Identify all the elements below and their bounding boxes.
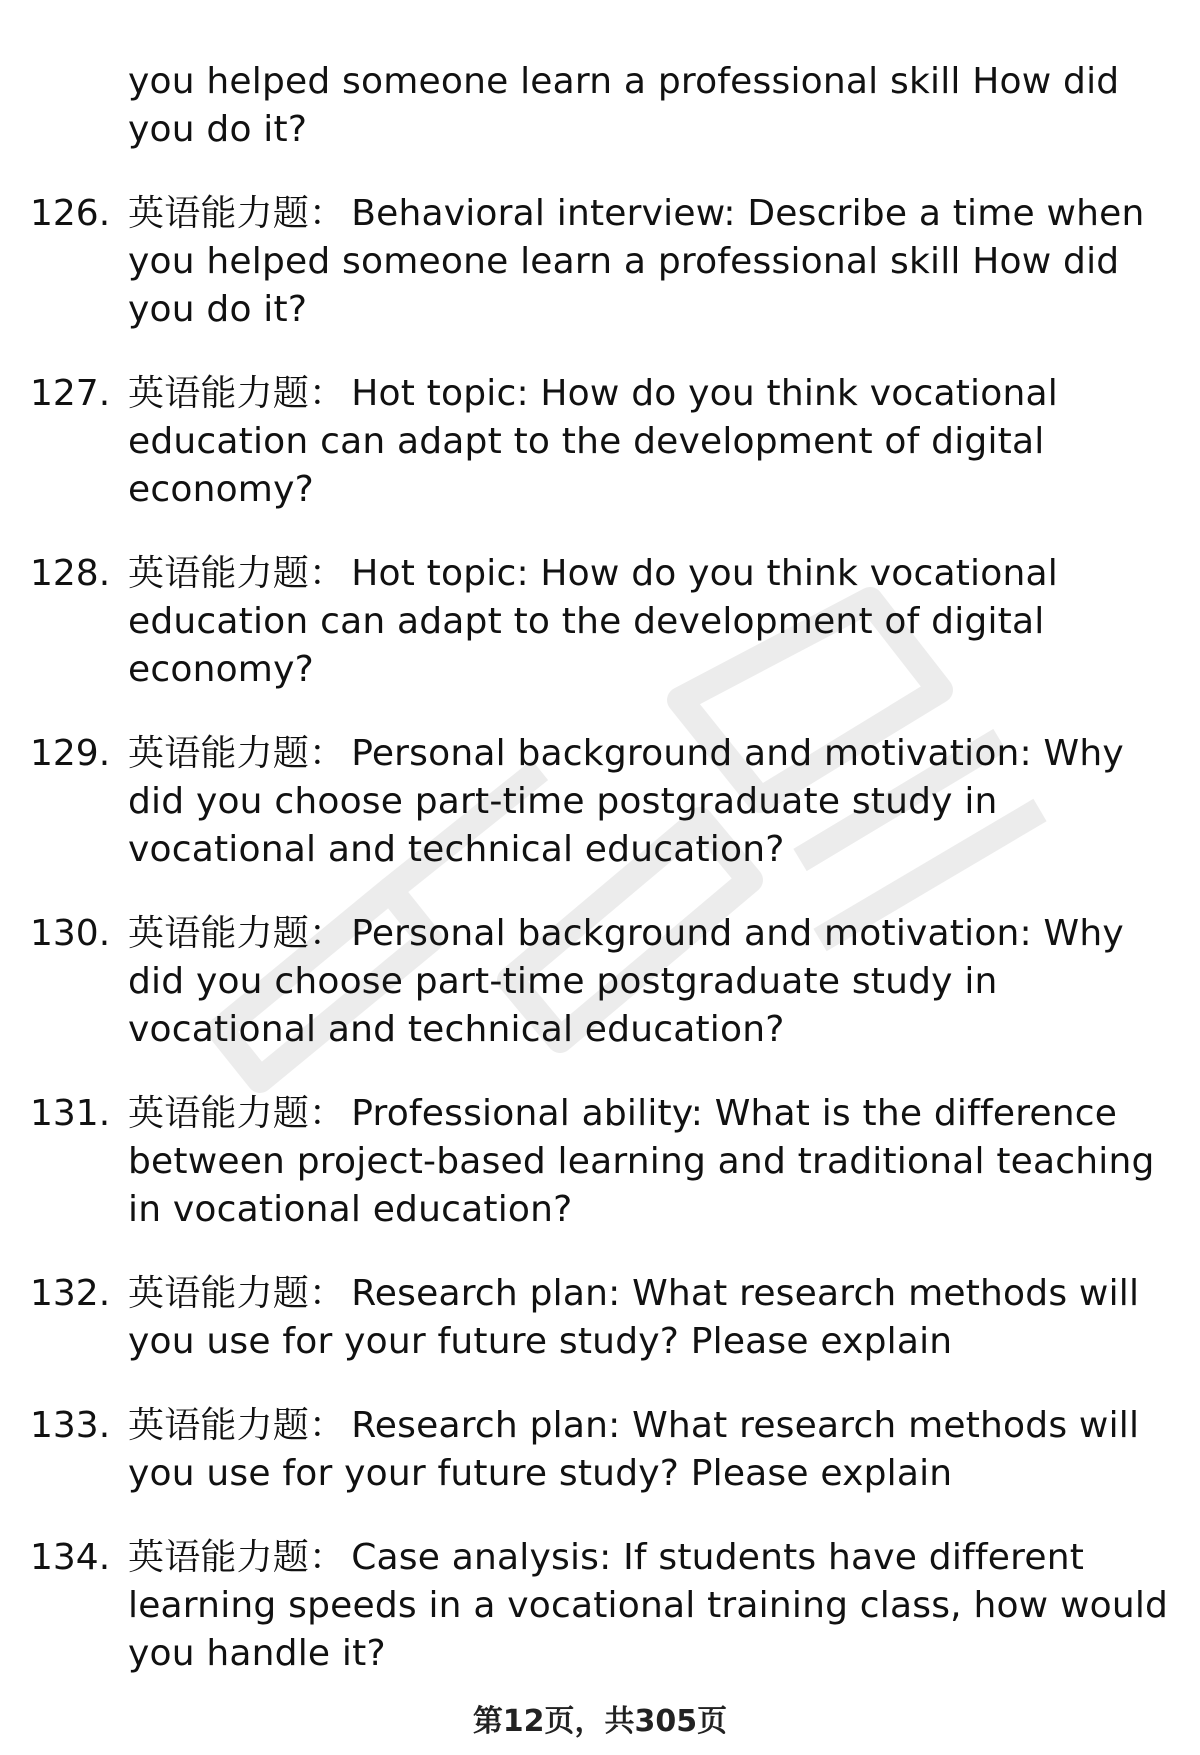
question-number: 128. (30, 553, 111, 594)
question-category-label: 英语能力题： (128, 1405, 346, 1446)
question-item (30, 550, 1170, 694)
question-category-label: 英语能力题： (128, 733, 346, 774)
question-body (128, 1270, 1170, 1366)
question-category-label: 英语能力题： (128, 1537, 346, 1578)
question-body (128, 1402, 1170, 1498)
question-item (30, 730, 1170, 874)
question-number: 131. (30, 1093, 111, 1134)
question-text: Research plan: What research methods will you use for your future study? Please explain (128, 1273, 1140, 1362)
question-number: 129. (30, 733, 111, 774)
question-text: Personal background and motivation: Why did you choose part-time postgraduate study in vocational and technical education? (128, 733, 1124, 870)
question-category-label: 英语能力题： (128, 193, 346, 234)
question-number: 126. (30, 193, 111, 234)
question-body (128, 910, 1170, 1054)
question-text: Personal background and motivation: Why did you choose part-time postgraduate study in vocational and technical education? (128, 913, 1124, 1050)
question-text: Professional ability: What is the difference between project-based learning and traditional teaching in vocational education? (128, 1093, 1155, 1230)
page-indicator: 第12页，共305页 (472, 1704, 728, 1739)
question-body (128, 1090, 1170, 1234)
question-number: 127. (30, 373, 111, 414)
question-item (30, 370, 1170, 514)
question-item (30, 1270, 1170, 1366)
question-number: 134. (30, 1537, 111, 1578)
question-body (128, 730, 1170, 874)
question-category-label: 英语能力题： (128, 1093, 346, 1134)
question-item (30, 190, 1170, 334)
question-item (30, 1402, 1170, 1498)
question-item (30, 1534, 1170, 1678)
question-category-label: 英语能力题： (128, 373, 346, 414)
question-body (128, 550, 1170, 694)
question-text: Case analysis: If students have different learning speeds in a vocational training class, how would you handle it? (128, 1537, 1169, 1674)
question-number: 130. (30, 913, 111, 954)
question-category-label: 英语能力题： (128, 1273, 346, 1314)
question-category-label: 英语能力题： (128, 913, 346, 954)
question-body (128, 1534, 1170, 1678)
question-number: 133. (30, 1405, 111, 1446)
question-category-label: 英语能力题： (128, 553, 346, 594)
continued-question-text: you helped someone learn a professional skill How did you do it? (128, 61, 1120, 150)
question-body (128, 370, 1170, 514)
question-text: Hot topic: How do you think vocational education can adapt to the development of digital economy? (128, 373, 1058, 510)
question-list (30, 190, 1170, 1714)
question-item (30, 1090, 1170, 1234)
question-number: 132. (30, 1273, 111, 1314)
question-item (30, 910, 1170, 1054)
question-body (128, 190, 1170, 334)
question-text: Hot topic: How do you think vocational education can adapt to the development of digital economy? (128, 553, 1058, 690)
question-text: Research plan: What research methods will you use for your future study? Please explain (128, 1405, 1140, 1494)
question-text: Behavioral interview: Describe a time when you helped someone learn a professional skill How did you do it? (128, 193, 1145, 330)
